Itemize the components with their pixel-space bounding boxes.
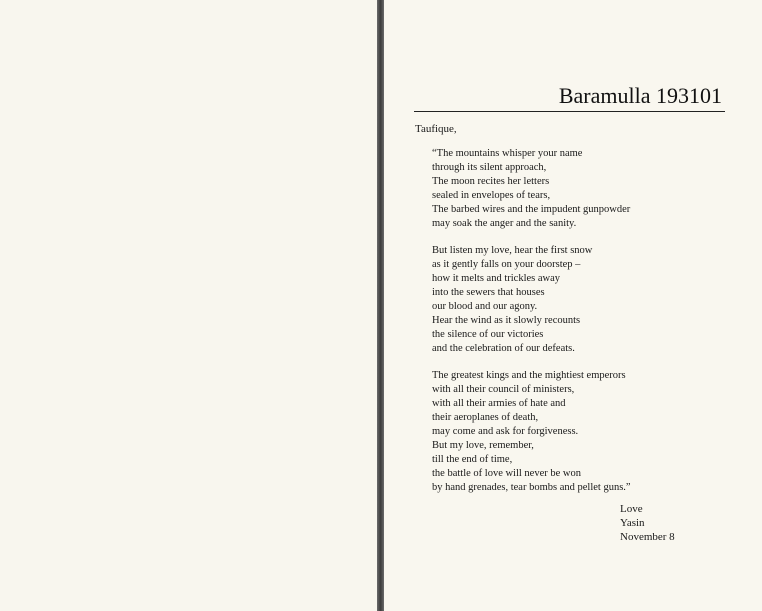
stanza-3 — [432, 369, 631, 494]
poem-line: through its silent approach, — [432, 161, 547, 173]
poem-line: their aeroplanes of death, — [432, 412, 539, 424]
poem-line: the silence of our victories — [432, 328, 544, 340]
book-spine — [377, 0, 384, 611]
page-title: Baramulla 193101 — [558, 83, 722, 108]
title-rule — [414, 111, 725, 112]
stanza-1 — [432, 147, 631, 230]
poem-line: But listen my love, hear the first snow — [432, 245, 593, 257]
poem-line: The moon recites her letters — [432, 175, 550, 187]
signoff — [620, 502, 675, 544]
poem-line: the battle of love will never be won — [432, 467, 581, 479]
poem-line: may soak the anger and the sanity. — [432, 217, 577, 229]
poem-line: our blood and our agony. — [432, 300, 538, 312]
poem-line: The barbed wires and the impudent gunpowder — [432, 203, 631, 215]
salutation: Taufique, — [415, 123, 457, 135]
stanza-2 — [432, 244, 631, 355]
poem-line: by hand grenades, tear bombs and pellet guns.” — [432, 481, 631, 493]
poem-line: with all their armies of hate and — [432, 398, 566, 410]
right-page — [384, 0, 762, 611]
signoff-name: Yasin — [620, 517, 645, 529]
poem — [432, 147, 631, 509]
left-page — [0, 0, 377, 611]
poem-line: Hear the wind as it slowly recounts — [432, 314, 581, 326]
poem-line: and the celebration of our defeats. — [432, 342, 575, 354]
poem-line: may come and ask for forgiveness. — [432, 426, 579, 438]
poem-line: with all their council of ministers, — [432, 384, 575, 396]
poem-line: But my love, remember, — [432, 440, 534, 451]
poem-line: The greatest kings and the mightiest emperors — [432, 370, 626, 382]
poem-line: how it melts and trickles away — [432, 273, 561, 285]
poem-line: into the sewers that houses — [432, 287, 545, 299]
poem-line: sealed in envelopes of tears, — [432, 189, 551, 201]
poem-line: as it gently falls on your doorstep – — [432, 259, 581, 271]
poem-line: “The mountains whisper your name — [432, 148, 583, 159]
poem-line: till the end of time, — [432, 453, 513, 465]
signoff-closing: Love — [620, 503, 643, 515]
signoff-date: November 8 — [620, 531, 675, 543]
